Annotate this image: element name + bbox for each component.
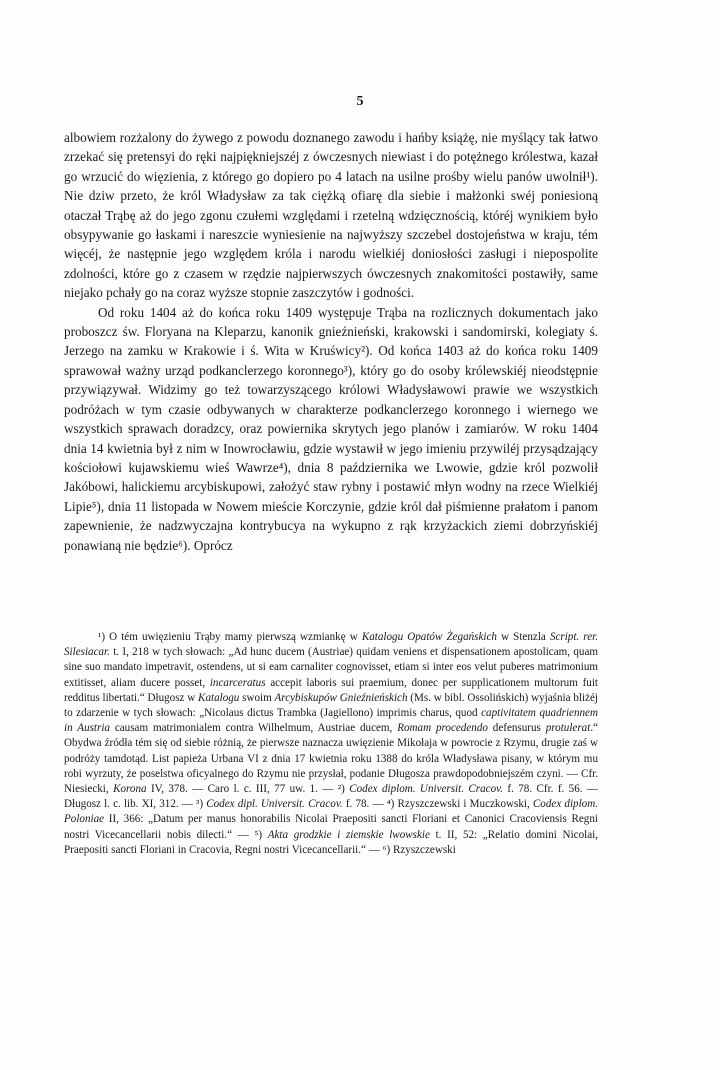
fn1-text-f: (Ms. w bibl. Ossolińskich) wyjaśnia bliżéj to zdarzenie w tych słowach: „Nicolaus dictus Trambka (Jagiellono) imprimis charus, quod [64,691,598,720]
fn5-title: Akta grodzkie i ziemskie lwowskie [267,828,430,841]
fn5-marker: ⁵) [254,828,268,841]
fn4-text-a: ⁴) Rzyszczewski i Muczkowski, [386,798,533,811]
fn5-text: t. II, 52: „Relatio domini Nicolai, Praepositi sancti Floriani in Cracovia, Regni nostri Vicecancellarii.“ — [64,828,598,856]
fn1-text-g: causam matrimonialem contra Wilhelmum, Austriae ducem, [109,722,398,735]
fn1-text-j: IV, 378. — Caro l. c. III, 77 uw. 1. — [146,783,338,796]
fn1-title-8: protulerat [545,722,591,735]
main-text [64,128,598,555]
fn1-title-3: incarceratus [209,676,266,689]
fn2-text: f. 78. Cfr. f. 56. — Długosz l. c. lib. XI, 312. — [64,783,599,811]
fn6-text: ⁶) Rzyszczewski [382,843,456,856]
fn4-text-b: II, 366: „Datum per manus honorabilis Nicolai Praepositi sancti Floriani et Canonici Cracoviensis Regni nostri Vicecancellarii nobis dilecti.“ — [64,813,598,841]
fn1-text-d: accepit laboris sui praemium, donec per supplicationem multorum fuit redditus libertati.“ Długosz w [64,676,598,704]
fn3-title: Codex dipl. Universit. Cracov. [206,798,343,811]
paragraph-1: albowiem rozżalony do żywego z powodu doznanego zawodu i hańby książę, nie myślący tak łatwo zrzekać się pretensyi do ręki najpiękniejszéj z ówczesnych niewiast i do potężnego królestwa, kazał go wrzucić do więzienia, z którego go dopiero po 4 latach na usilne prośby wielu panów uwolnił¹). Nie dziw przeto, że król Władysław za tak ciężką ofiarę dla siebie i małżonki swéj poniesioną otaczał Trąbę aż do jego zgonu czułemi względami i rzetelną wdzięcznością, któréj wynikiem było obsypywanie go łaskami i nareszcie wyniesienie na najwyższy szczebel dostojeństwa w kraju, tém więcéj, że następnie jego względem króla i narodu wielkiéj doniosłości zasługi i niepospolite zdolności, które go z czasem w rzędzie najpierwszych ówczesnych znakomitości postawiły, same niejako pchały go na coraz wyższe stopnie zaszczytów i godności. [64,130,598,301]
footnotes [64,630,598,858]
fn2-marker: ²) [337,783,350,796]
fn1-title-1: Katalogu Opatów Żegańskich [361,631,497,643]
fn1-text-c: t. I, 218 w tych słowach: „Ad hunc ducem (Austriae) quidam veniens et dispensationem apostolicam, quam sine suo mandato impetravit, ostendens, ut si eam carnaliter cognovisset, etiam si inter eos velut puberes matrimonium extitisset, aliam ducere posset, [64,646,598,689]
fn1-title-7: Romam procedendo [397,722,488,735]
fn1-title-6: captivitatem quadriennem in Austria [64,707,598,735]
fn1-title-5: Arcybiskupów Gnieźnieńskich [274,691,408,704]
footnote-1 [64,630,598,858]
fn1-text-i: .“ Obydwa źródła tém się od siebie różnią, że pierwsze naznacza uwięzienie Mikołaja w powrocie z Rzymu, drugie zaś w podróży tamdotąd. List papieża Urbana VI z dnia 17 kwietnia roku 1388 do króla Władysława pisany, w którym mu robi wyrzuty, że poselstwa oficyalnego do Rzymu nie przysłał, podanie Długosza prawdopodobniejszém czyni. — Cfr. Niesiecki, [64,722,599,796]
fn1-text-e: swoim [239,691,275,704]
fn1-text-a: ¹) O tém uwięzieniu Trąby mamy pierwszą wzmiankę w [98,631,362,643]
fn3-marker: ³) [196,798,207,811]
paragraph-2: Od roku 1404 aż do końca roku 1409 występuje Trąba na rozlicznych dokumentach jako proboszcz św. Floryana na Kleparzu, kanonik gnieźnieński, krakowski i sandomirski, kolegiaty ś. Jerzego na zamku w Krakowie i ś. Wita w Kruświcy²). Od końca 1403 aż do końca roku 1409 sprawował ważny urząd podkanclerzego koronnego³), który go do osoby królewskiéj nieodstępnie przywiązywał. Widzimy go też towarzyszącego królowi Władysławowi prawie we wszystkich podróżach w tym czasie odbywanych w charakterze podkanclerzego koronnego i wiernego we wszystkich sprawach doradzcy, oraz powiernika skrytych jego planów i zamiarów. W roku 1404 dnia 14 kwietnia był z nim w Inowrocławiu, gdzie wystawił w jego imieniu przywiléj przysądzający kościołowi kujawskiemu wieś Wawrze⁴), dnia 8 października we Lwowie, gdzie król pozwolił Jakóbowi, halickiemu arcybiskupowi, założyć staw rybny i postawić młyn wodny na rzece Wielkiéj Lipie⁵), dnia 11 listopada w Nowem mieście Korczynie, gdzie król dał piśmienne prałatom i panom zapewnienie, że nadzwyczajna kontrybucya na wykupno z rąk krzyżackich ziemi dobrzyńskiéj ponawianą nie będzie⁶). Oprócz [64,304,598,553]
fn1-title-2: Script. rer. Silesiacar. [64,631,598,659]
fn1-title-4: Katalogu [198,691,240,704]
fn1-text-h: defensurus [487,722,546,735]
fn3-text: f. 78. — [342,798,387,811]
fn1-text-b: w Stenzla [496,631,550,643]
fn2-title: Codex diplom. Universit. Cracov. [349,783,503,796]
page-number: 5 [356,94,364,109]
fn4-title: Codex diplom. Poloniae [64,798,598,826]
fn1-title-9: Korona [113,783,147,796]
